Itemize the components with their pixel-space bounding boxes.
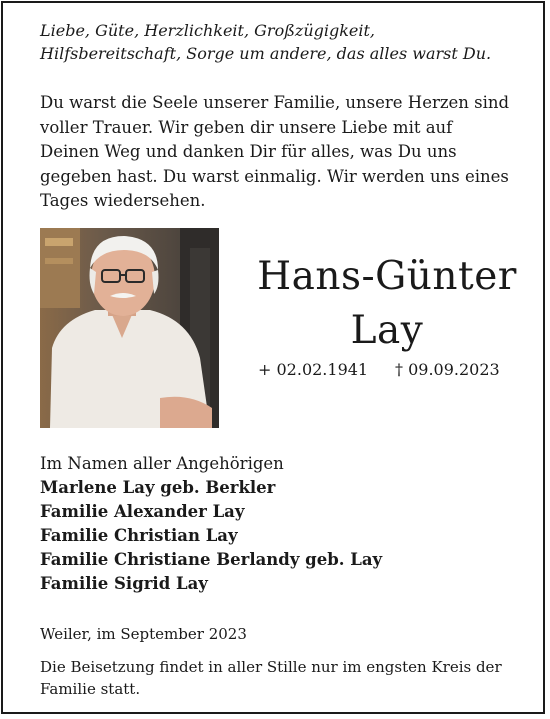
family-member: Familie Sigrid Lay: [40, 574, 208, 593]
family-intro: Im Namen aller Angehörigen: [40, 454, 284, 473]
portrait-photo: [40, 228, 219, 428]
family-signatories: [40, 452, 382, 596]
note-line: Familie statt.: [40, 680, 141, 698]
family-member: Marlene Lay geb. Berkler: [40, 478, 276, 497]
place-date: Weiler, im September 2023: [40, 625, 247, 643]
paragraph-line: Deinen Weg und danken Dir für alles, was Du uns: [40, 142, 457, 161]
family-member: Familie Christian Lay: [40, 526, 238, 545]
family-member: Familie Christiane Berlandy geb. Lay: [40, 550, 383, 569]
poem-line: Liebe, Güte, Herzlichkeit, Großzügigkeit,: [40, 21, 376, 40]
birth-date: + 02.02.1941: [258, 360, 369, 379]
note-line: Die Beisetzung findet in aller Stille nur im engsten Kreis der: [40, 658, 502, 676]
poem: [40, 19, 520, 65]
paragraph-line: Du warst die Seele unserer Familie, unsere Herzen sind: [40, 93, 510, 112]
memorial-paragraph: [40, 91, 520, 214]
paragraph-line: voller Trauer. Wir geben dir unsere Liebe mit auf: [40, 117, 453, 137]
death-date: † 09.09.2023: [395, 360, 500, 379]
paragraph-line: gegeben hast. Du warst einmalig. Wir werden uns eines: [40, 166, 509, 186]
poem-line: Hilfsbereitschaft, Sorge um andere, das alles warst Du.: [40, 44, 492, 63]
funeral-note: [40, 656, 520, 700]
paragraph-line: Tages wiedersehen.: [40, 191, 206, 210]
deceased-first-name: Hans-Günter: [257, 254, 517, 299]
family-member: Familie Alexander Lay: [40, 502, 245, 521]
deceased-last-name: Lay: [350, 308, 424, 353]
